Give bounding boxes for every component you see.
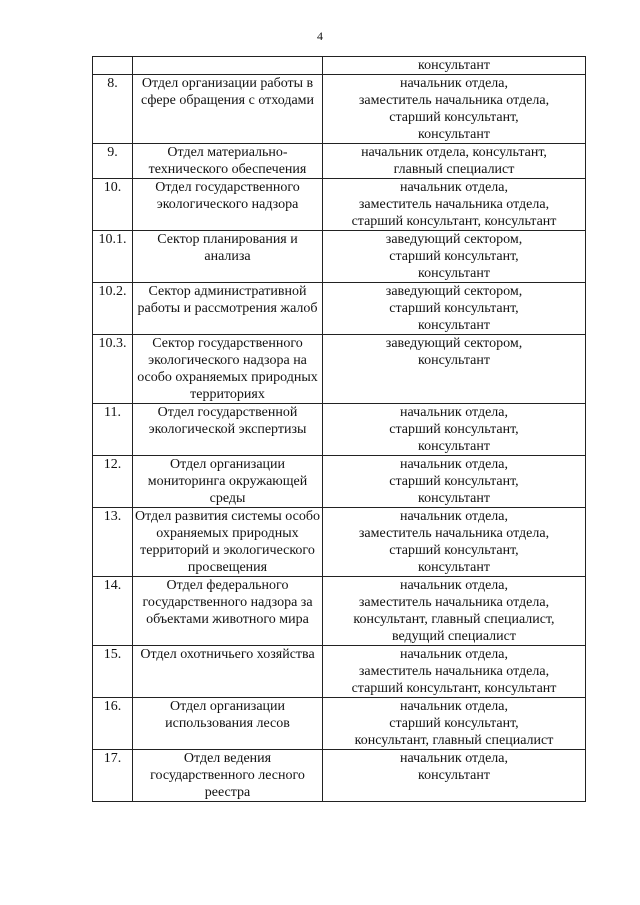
positions-cell [323, 335, 586, 404]
position-line: старший консультант, [389, 716, 519, 731]
table-row [93, 508, 586, 577]
position-line: старший консультант, [389, 543, 519, 558]
position-line: консультант [418, 58, 490, 73]
row-number-cell: 10.1. [93, 231, 133, 283]
position-line: главный специалист [393, 162, 515, 177]
staff-table [92, 56, 586, 802]
position-line: консультант, главный специалист [354, 733, 554, 748]
row-number-cell: 13. [93, 508, 133, 577]
department-cell: Отдел организации мониторинга окружающей среды [133, 456, 323, 508]
positions-cell [323, 646, 586, 698]
position-line: старший консультант, консультант [351, 214, 557, 229]
department-cell: Сектор государственного экологического надзора на особо охраняемых природных территориях [133, 335, 323, 404]
position-line: начальник отдела, [400, 699, 508, 714]
row-number-cell: 16. [93, 698, 133, 750]
department-cell: Отдел организации использования лесов [133, 698, 323, 750]
row-number-cell: 17. [93, 750, 133, 802]
row-number-cell [93, 57, 133, 75]
table-row [93, 456, 586, 508]
position-line: начальник отдела, [400, 405, 508, 420]
department-cell: Отдел государственного экологического надзора [133, 179, 323, 231]
position-line: заведующий сектором, [385, 336, 523, 351]
position-line: заместитель начальника отдела, [358, 664, 550, 679]
position-line: консультант [418, 318, 490, 333]
position-line: консультант, главный специалист, [353, 612, 555, 627]
table-row [93, 283, 586, 335]
table-row [93, 750, 586, 802]
table-row [93, 335, 586, 404]
department-cell: Отдел охотничьего хозяйства [133, 646, 323, 698]
position-line: заместитель начальника отдела, [358, 595, 550, 610]
row-number-cell: 10.3. [93, 335, 133, 404]
department-cell: Отдел государственной экологической экспертизы [133, 404, 323, 456]
row-number-cell: 11. [93, 404, 133, 456]
position-line: начальник отдела, [400, 180, 508, 195]
positions-cell [323, 508, 586, 577]
position-line: заместитель начальника отдела, [358, 93, 550, 108]
position-line: начальник отдела, [400, 647, 508, 662]
table-row-continuation [93, 57, 586, 75]
row-number-cell: 10. [93, 179, 133, 231]
department-cell: Отдел материально-технического обеспечения [133, 144, 323, 179]
department-cell: Отдел развития системы особо охраняемых природных территорий и экологического просвещения [133, 508, 323, 577]
table-row [93, 75, 586, 144]
department-cell: Отдел ведения государственного лесного реестра [133, 750, 323, 802]
positions-cell [323, 456, 586, 508]
row-number-cell: 9. [93, 144, 133, 179]
position-line: начальник отдела, [400, 509, 508, 524]
position-line: старший консультант, [389, 249, 519, 264]
position-line: заместитель начальника отдела, [358, 197, 550, 212]
position-line: консультант [418, 266, 490, 281]
position-line: начальник отдела, [400, 76, 508, 91]
position-line: консультант [418, 353, 490, 368]
row-number-cell: 10.2. [93, 283, 133, 335]
positions-cell [323, 404, 586, 456]
position-line: заведующий сектором, [385, 284, 523, 299]
row-number-cell: 12. [93, 456, 133, 508]
table-row [93, 646, 586, 698]
position-line: старший консультант, [389, 474, 519, 489]
table-row [93, 577, 586, 646]
positions-cell [323, 75, 586, 144]
position-line: консультант [418, 491, 490, 506]
position-line: заведующий сектором, [385, 232, 523, 247]
position-line: начальник отдела, [400, 751, 508, 766]
position-line: старший консультант, консультант [351, 681, 557, 696]
staff-table-body [93, 57, 586, 802]
position-line: консультант [418, 768, 490, 783]
table-row [93, 144, 586, 179]
positions-cell [323, 698, 586, 750]
position-line: консультант [418, 560, 490, 575]
department-cell: Сектор административной работы и рассмотрения жалоб [133, 283, 323, 335]
positions-cell [323, 231, 586, 283]
positions-cell [323, 144, 586, 179]
table-row [93, 698, 586, 750]
position-line: консультант [418, 127, 490, 142]
page-number: 4 [317, 29, 323, 43]
table-row [93, 179, 586, 231]
department-cell: Сектор планирования и анализа [133, 231, 323, 283]
row-number-cell: 15. [93, 646, 133, 698]
positions-cell [323, 750, 586, 802]
position-line: ведущий специалист [392, 629, 516, 644]
row-number-cell: 14. [93, 577, 133, 646]
table-row [93, 231, 586, 283]
department-cell [133, 57, 323, 75]
positions-cell [323, 577, 586, 646]
department-cell: Отдел федерального государственного надзора за объектами животного мира [133, 577, 323, 646]
position-line: старший консультант, [389, 110, 519, 125]
position-line: заместитель начальника отдела, [358, 526, 550, 541]
position-line: старший консультант, [389, 422, 519, 437]
position-line: начальник отдела, [400, 578, 508, 593]
department-cell: Отдел организации работы в сфере обращения с отходами [133, 75, 323, 144]
position-line: начальник отдела, [400, 457, 508, 472]
position-line: консультант [418, 439, 490, 454]
positions-cell [323, 283, 586, 335]
table-row [93, 404, 586, 456]
row-number-cell: 8. [93, 75, 133, 144]
position-line: старший консультант, [389, 301, 519, 316]
positions-cell [323, 179, 586, 231]
positions-cell [323, 57, 586, 75]
position-line: начальник отдела, консультант, [361, 145, 547, 160]
